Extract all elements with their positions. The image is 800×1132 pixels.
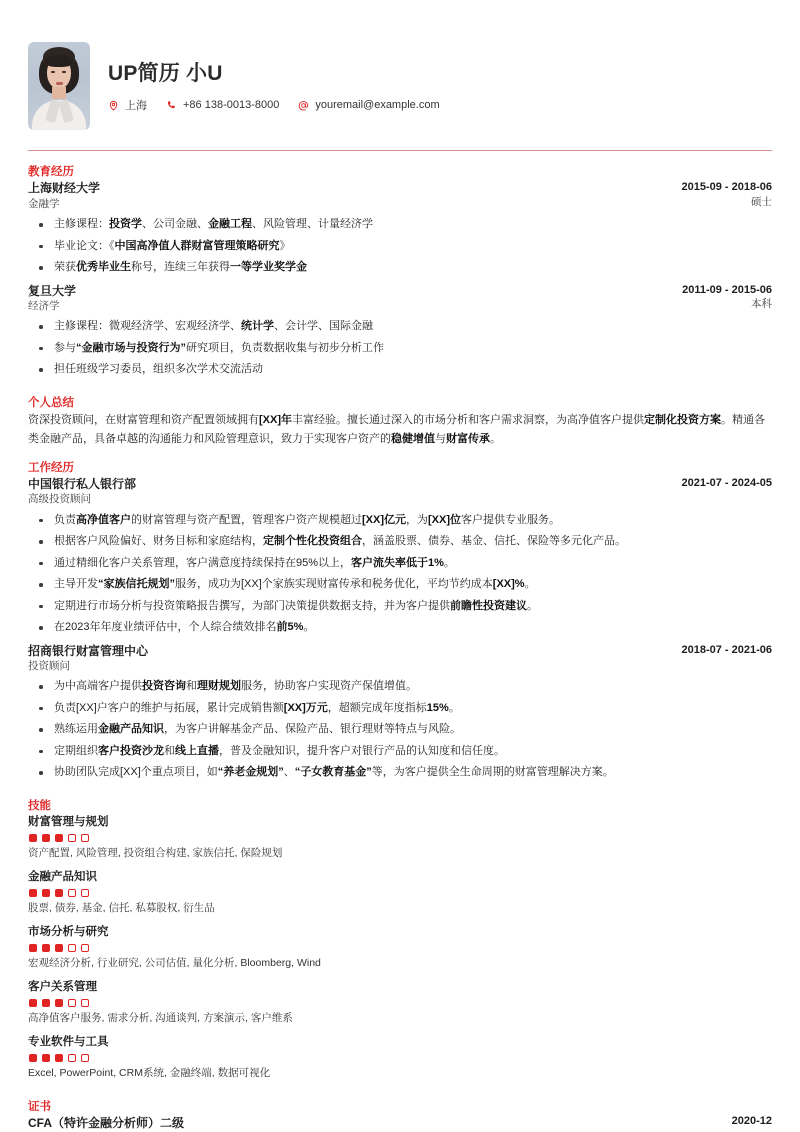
section-education — [22, 165, 778, 381]
skill-level-dot — [42, 834, 50, 842]
skill-level-dot — [29, 999, 37, 1007]
skill-details: 资产配置, 风险管理, 投资组合构建, 家族信托, 保险规划 — [28, 847, 283, 860]
skill-level-dot — [29, 834, 37, 842]
at-email-icon — [298, 100, 309, 111]
phone-icon — [166, 100, 177, 111]
contact-text: youremail@example.com — [315, 99, 440, 112]
bullet-item: 为中高端客户提供投资咨询和理财规划服务，协助客户实现资产保值增值。 — [28, 676, 772, 697]
certificate-name: CFA（特许金融分析师）二级 — [28, 1116, 185, 1131]
section-skills — [22, 799, 778, 1082]
skill-level-dot — [42, 999, 50, 1007]
bullet-item: 参与“金融市场与投资行为”研究项目，负责数据收集与初步分析工作 — [28, 338, 772, 359]
skill-details: 高净值客户服务, 需求分析, 沟通谈判, 方案演示, 客户维系 — [28, 1012, 293, 1025]
bullet-list — [28, 214, 772, 278]
skill-name: 财富管理与规划 — [28, 815, 109, 828]
bullet-list — [28, 510, 772, 639]
bullet-item: 毕业论文：《中国高净值人群财富管理策略研究》 — [28, 236, 772, 257]
bullet-item: 定期进行市场分析与投资策略报告撰写，为部门决策提供数据支持，并为客户提供前瞻性投资建议。 — [28, 596, 772, 617]
candidate-name: UP简历 小U — [108, 61, 223, 85]
major: 金融学 — [28, 197, 60, 210]
skill-details: Excel, PowerPoint, CRM系统, 金融终端, 数据可视化 — [28, 1067, 271, 1080]
major: 经济学 — [28, 299, 60, 312]
company-name: 招商银行财富管理中心 — [28, 643, 149, 658]
skill-level-dot — [55, 834, 63, 842]
certificate-date: 2020-12 — [731, 1115, 772, 1128]
degree: 本科 — [751, 298, 772, 311]
skill-level-dot — [42, 889, 50, 897]
skill-level-dot — [81, 889, 89, 897]
skill-level-dot — [68, 1054, 76, 1062]
skill-level-meter — [29, 944, 772, 952]
date-range: 2018-07 - 2021-06 — [681, 643, 772, 656]
skill-level-meter — [29, 889, 772, 897]
skill-level-meter — [29, 1054, 772, 1062]
skill-level-dot — [42, 944, 50, 952]
bullet-item: 在2023年年度业绩评估中，个人综合绩效排名前5%。 — [28, 617, 772, 638]
skill-level-dot — [42, 1054, 50, 1062]
school-name: 复旦大学 — [28, 283, 77, 298]
skill-level-dot — [81, 1054, 89, 1062]
bullet-item: 主导开发“家族信托规划”服务，成功为[XX]个家族实现财富传承和税务优化，平均节约成本[XX]%。 — [28, 574, 772, 595]
bullet-item: 根据客户风险偏好、财务目标和家庭结构，定制个性化投资组合，涵盖股票、债券、基金、信托、保险等多元化产品。 — [28, 531, 772, 552]
section-title-education: 教育经历 — [28, 166, 74, 178]
skill-level-dot — [55, 889, 63, 897]
certificate-entries — [28, 1115, 772, 1132]
work-entry — [28, 643, 772, 784]
section-summary — [22, 396, 778, 450]
profile-photo — [28, 42, 90, 130]
bullet-item: 主修课程：投资学、公司金融、金融工程、风险管理、计量经济学 — [28, 214, 772, 235]
skill-level-meter — [29, 834, 772, 842]
skill-entry — [28, 814, 772, 862]
skill-level-dot — [68, 889, 76, 897]
skill-details: 股票, 债券, 基金, 信托, 私募股权, 衍生品 — [28, 902, 215, 915]
bullet-item: 定期组织客户投资沙龙和线上直播，普及金融知识，提升客户对银行产品的认知度和信任度。 — [28, 741, 772, 762]
skill-level-dot — [55, 999, 63, 1007]
date-range: 2011-09 - 2015-06 — [682, 283, 772, 296]
skill-level-dot — [55, 944, 63, 952]
summary-text: 资深投资顾问，在财富管理和资产配置领域拥有[XX]年丰富经验。擅长通过深入的市场分析和客户需求洞察，为高净值客户提供定制化投资方案。精通各类金融产品，具备卓越的沟通能力和风险管理意识，致力于实现客户资产的稳健增值与财富传承。 — [28, 414, 765, 446]
skill-details: 宏观经济分析, 行业研究, 公司估值, 量化分析, Bloomberg, Wind — [28, 957, 321, 970]
bullet-list — [28, 676, 772, 783]
skill-level-meter — [29, 999, 772, 1007]
certificate-entry — [28, 1115, 772, 1132]
skill-level-dot — [81, 834, 89, 842]
skill-name: 客户关系管理 — [28, 980, 97, 993]
section-title-work: 工作经历 — [28, 461, 74, 474]
section-title-skills: 技能 — [28, 799, 51, 812]
bullet-item: 主修课程：微观经济学、宏观经济学、统计学、会计学、国际金融 — [28, 316, 772, 337]
skill-entry — [28, 979, 772, 1027]
job-title: 高级投资顾问 — [28, 493, 91, 506]
resume-header — [22, 28, 778, 146]
skill-level-dot — [29, 944, 37, 952]
skill-level-dot — [68, 834, 76, 842]
skill-level-dot — [68, 999, 76, 1007]
skill-entries — [28, 814, 772, 1082]
skill-level-dot — [55, 1054, 63, 1062]
bullet-item: 负责高净值客户的财富管理与资产配置，管理客户资产规模超过[XX]亿元，为[XX]位客户提供专业服务。 — [28, 510, 772, 531]
date-range: 2021-07 - 2024-05 — [681, 477, 772, 489]
location-pin-icon — [108, 100, 119, 111]
section-title-summary: 个人总结 — [28, 396, 74, 409]
skill-entry — [28, 869, 772, 917]
skill-name: 市场分析与研究 — [28, 925, 109, 938]
skill-name: 金融产品知识 — [28, 870, 97, 883]
section-title-certificates: 证书 — [28, 1100, 51, 1113]
bullet-item: 担任班级学习委员，组织多次学术交流活动 — [28, 359, 772, 380]
school-name: 上海财经大学 — [28, 181, 101, 196]
company-name: 中国银行私人银行部 — [28, 477, 137, 491]
header-divider — [28, 150, 772, 151]
skill-name: 专业软件与工具 — [28, 1035, 109, 1048]
bullet-item: 荣获优秀毕业生称号，连续三年获得一等学业奖学金 — [28, 257, 772, 278]
skill-level-dot — [29, 889, 37, 897]
bullet-item: 通过精细化客户关系管理，客户满意度持续保持在95%以上，客户流失率低于1%。 — [28, 553, 772, 574]
contact-text: 上海 — [125, 100, 147, 113]
work-entries — [28, 476, 772, 784]
bullet-item: 熟练运用金融产品知识，为客户讲解基金产品、保险产品、银行理财等特点与风险。 — [28, 719, 772, 740]
job-title: 投资顾问 — [28, 659, 70, 672]
skill-entry — [28, 1034, 772, 1082]
section-work — [22, 461, 778, 784]
bullet-item: 协助团队完成[XX]个重点项目，如“养老金规划”、“子女教育基金”等，为客户提供全生命周期的财富管理解决方案。 — [28, 762, 772, 783]
skill-level-dot — [81, 944, 89, 952]
skill-level-dot — [68, 944, 76, 952]
bullet-item: 负责[XX]户客户的维护与拓展，累计完成销售额[XX]万元，超额完成年度指标15%。 — [28, 698, 772, 719]
bullet-list — [28, 316, 772, 380]
skill-entry — [28, 924, 772, 972]
section-certificates — [22, 1100, 778, 1132]
skill-level-dot — [29, 1054, 37, 1062]
contact-text: +86 138-0013-8000 — [183, 99, 280, 112]
education-entry — [28, 283, 772, 381]
education-entry — [28, 180, 772, 278]
skill-level-dot — [81, 999, 89, 1007]
date-range: 2015-09 - 2018-06 — [681, 181, 772, 194]
education-entries — [28, 180, 772, 380]
contact-list — [108, 97, 440, 113]
work-entry — [28, 476, 772, 639]
degree: 硕士 — [751, 196, 772, 209]
